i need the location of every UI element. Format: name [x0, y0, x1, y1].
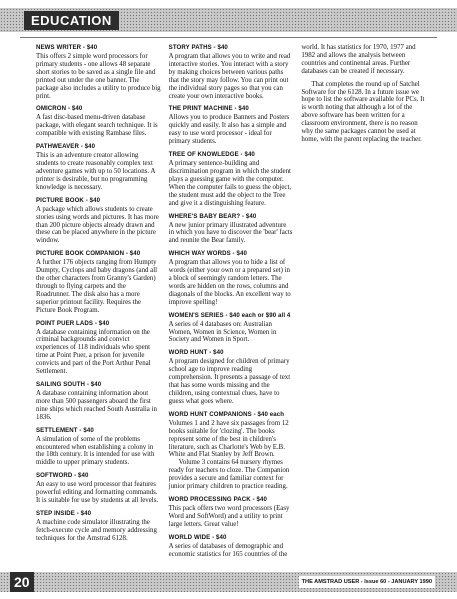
- entry-description: A further 176 objects ranging from Humpty Dumpty, Cyclops and baby dragons (and all the other characters from Granny's Garden) through to flying carpets and the Roadrunner. The disk also has a more superior printout facility. Requires the Picture Book Program.: [36, 259, 158, 314]
- entry-description: A primary sentence-building and discrimination program in which the student plays a guessing game with the computer. When the computer fails to guess the object, the student must add the object to the Tree and give it a distinguishing feature.: [168, 160, 292, 207]
- entry-title: PICTURE BOOK COMPANION - $40: [36, 250, 141, 258]
- software-entry: [36, 320, 161, 376]
- software-entry: [169, 250, 294, 306]
- entry-description: An easy to use word processor that features powerful editing and formatting commands. It is suitable for use by students at all levels.: [36, 481, 159, 505]
- software-entry: [36, 44, 161, 100]
- entry-title: PICTURE BOOK - $40: [36, 196, 101, 204]
- page-number: 20: [10, 572, 34, 592]
- entry-description: A series of databases of demographic and economic statistics for 165 countries of the world. It has statistics for 1970, 1977 and 1982 and allows the analysis between countries and continental areas. Further databases can be created if necessary.: [168, 44, 416, 558]
- software-entry: [36, 510, 161, 543]
- entry-description: A database containing information on the criminal backgrounds and convict experiences of 118 individuals who spent time at Point Puer, a prison for juvenile convicts and part of the Port Arthur Penal Settlement.: [36, 328, 151, 376]
- entry-description: This is an adventure creator allowing students to create reasonably complex text adventure games with up to 50 locations. A printer is desirable, but no programming knowledge is necessary.: [36, 152, 156, 191]
- software-entry: [169, 349, 294, 405]
- entry-title: THE PRINT MACHINE - $40: [168, 105, 249, 113]
- entry-description: Volume 3 contains 64 nursery rhymes ready for teachers to cloze. The Companion provides a secure and familiar context for junior primary children to practice reading.: [168, 459, 290, 491]
- entry-description: This pack offers two word processors (Easy Word and SoftWord) and a utility to print large letters. Great value!: [168, 504, 290, 528]
- top-rule: [20, 37, 437, 38]
- entry-title: SAILING SOUTH - $40: [36, 381, 102, 388]
- entry-description: A database containing information about more than 500 passengers aboard the first nine ships which reached South Australia in 1836.: [36, 390, 157, 421]
- entry-title: SETTLEMENT - $40: [36, 426, 94, 434]
- entry-description: A program that allows you to write and read interactive stories. You interact with a story by making choices between various paths that the story may follow. You can print out the individual story pages so that you can create your own interactive books.: [168, 53, 291, 100]
- entry-description: That completes the round up of Satchel Software for the 6128. In a future issue we hope to list the software available for PCs. It is worth noting that although a lot of the above software has been written for a classroom environment, there is no reason why the same packages cannot be used at home, with the parent replacing the teacher.: [301, 80, 425, 143]
- software-entry: [169, 411, 294, 491]
- entry-description: A program that allows you to hide a list of words (either your own or a prepared set) in a block of seemingly random letters. The words are hidden on the rows, columns and diagonals of the blocks. An excellent way to improve spelling!: [168, 259, 291, 306]
- entry-title: WOMEN'S SERIES - $40 each or $90 all 4: [168, 311, 291, 319]
- software-entry: [36, 105, 161, 138]
- entry-title: STORY PATHS - $40: [168, 44, 228, 51]
- entry-title: SOFTWORD - $40: [36, 472, 89, 480]
- entry-title: STEP INSIDE - $40: [36, 509, 92, 517]
- entry-description: A new junior primary illustrated adventure in which you have to discover the 'bear' facts and reunite the Bear family.: [168, 221, 293, 245]
- software-entry: [36, 472, 161, 505]
- entry-description: A program designed for children of primary school age to improve reading comprehension. It presents a passage of text that has some words missing and the children, using contextual clues, have to guess what goes where.: [168, 358, 291, 405]
- entry-title: WORD HUNT COMPANIONS - $40 each: [168, 410, 285, 418]
- entry-description: A simulation of some of the problems encountered when establishing a colony in the 18th century. It is intended for use with middle to upper primary students.: [36, 435, 155, 467]
- software-entry: [301, 81, 426, 144]
- entry-title: WORLD WIDE - $40: [168, 533, 227, 541]
- software-entry: [169, 213, 294, 246]
- software-entry: [169, 151, 294, 207]
- software-entry: [36, 427, 161, 468]
- entry-description: A package which allows students to create stories using words and pictures. It has more than 200 picture objects already drawn and these can be placed anywhere in the picture window.: [36, 205, 159, 245]
- software-entry: [169, 312, 294, 345]
- software-entry: [169, 105, 294, 146]
- entry-description: A fast disc-based menu-driven database package, with elegant search technique. It is compatible with existing Rambase files.: [36, 114, 158, 138]
- software-entry: [36, 197, 161, 246]
- entry-description: A series of 4 databases on: Australian Women, Women in Science, Women in Society and Women in Sport.: [168, 320, 277, 344]
- entry-title: OMICRON - $40: [36, 105, 83, 113]
- software-entry: [36, 250, 161, 314]
- entry-title: NEWS WRITER - $40: [36, 44, 98, 51]
- entry-description: A machine code simulator illustrating the fetch-execute cycle and memory addressing techniques for the Amstrad 6128.: [36, 518, 157, 542]
- entry-title: WORD PROCESSING PACK - $40: [168, 495, 267, 503]
- entry-title: WHICH WAY WORDS - $40: [168, 250, 247, 258]
- entry-description: This offers 2 simple word processors for primary students - one allows 48 separate short stories to be saved as a single file and printed out under the one banner. The package also includes a utility to produce big print.: [36, 53, 161, 100]
- section-title: EDUCATION: [24, 11, 119, 30]
- article-columns: [36, 44, 426, 564]
- entry-title: PATHWEAVER - $40: [36, 143, 96, 151]
- entry-title: WHERE'S BABY BEAR? - $40: [168, 212, 257, 220]
- software-entry: [36, 143, 161, 192]
- entry-description: Allows you to produce Banners and Posters quickly and easily. It also has a simple and easy to use word processor - ideal for primary students.: [168, 114, 290, 146]
- entry-title: WORD HUNT - $40: [168, 349, 224, 357]
- publication-footer: THE AMSTRAD USER - Issue 60 - JANUARY 1990: [299, 576, 435, 588]
- software-entry: [169, 44, 294, 100]
- software-entry: [169, 496, 294, 529]
- software-entry: [36, 381, 161, 422]
- entry-description: Volumes 1 and 2 have six passages from 12 books suitable for 'clozing'. The books represent some of the best in children's literature, such as Charlotte's Web by E.B. White and Flat Stanley by Jeff Brown.: [168, 419, 289, 459]
- entry-title: POINT PUER LADS - $40: [36, 319, 110, 327]
- entry-title: TREE OF KNOWLEDGE - $40: [168, 151, 255, 159]
